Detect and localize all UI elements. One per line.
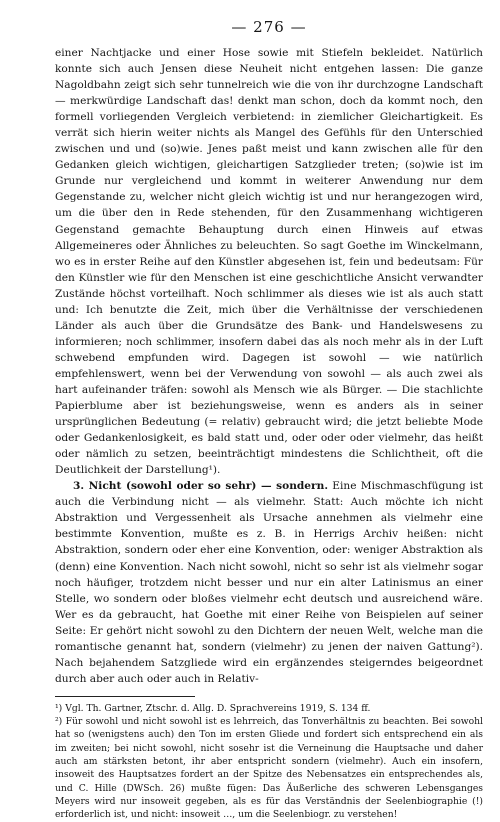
footnote-rule [55, 696, 195, 697]
section-3 [55, 478, 483, 687]
page-number: — 276 — [231, 18, 307, 36]
book-page [55, 14, 483, 821]
footnote-1: ¹) Vgl. Th. Gartner, Ztschr. d. Allg. D. Sprachvereins 1919, S. 134 ff. [55, 702, 371, 714]
section-heading: 3. Nicht (sowohl oder so sehr) — sondern. [73, 480, 329, 493]
paragraph-1: einer Nachtjacke und einer Hose sowie mit Stiefeln bekleidet. Natürlich konnte sich auch Jensen diese Neuheit nicht entgehen lassen: Die ganze Nagoldbahn zeigt sich sehr tunnelreich wie die von ihr durchzogne Landschaft — merkwürdige Landschaft das! denkt man schon, doch da kommt noch, den formell vorliegenden Vergleich verbietend: in ziemlicher Gleichartigkeit. Es verrät sich hierin weiter nichts als Mangel des Gefühls für den Unterschied zwischen und und (so)wie. Jenes paßt meist und kann zwischen alle für den Gedanken gleich wichtigen, gleichartigen Satzglieder treten; (so)wie ist im Grunde nur vergleichend und kommt in weiterer Anwendung nur dem Gegenstande zu, welcher nicht gleich wichtig ist und nur herangezogen wird, um die über den in Rede stehenden, für den Zusammenhang wichtigeren Gegenstand gemachte Behauptung durch einen Hinweis auf etwas Allgemeineres oder Ähnliches zu beleuchten. So sagt Goethe im Winckelmann, wo es in erster Reihe auf den Künstler abgesehen ist, fein und bedeutsam: Für den Künstler wie für den Menschen ist eine geschichtliche Ansicht verwandter Zustände höchst vorteilhaft. Noch schlimmer als dieses wie ist als auch statt und: Ich benutzte die Zeit, mich über die Verhältnisse der verschiedenen Länder als auch über die Grundsätze des Bank- und Handelswesens zu informieren; noch schlimmer, insofern dabei das als noch mehr als in der Luft schwebend empfunden wird. Dagegen ist sowohl — wie natürlich empfehlenswert, wenn bei der Verwendung von sowohl — als auch zwei als hart aufeinander träfen: sowohl als Mensch wie als Bürger. — Die stachlichte Papierblume aber ist beziehungsweise, wenn es anders als in seiner ursprünglichen Bedeutung (= relativ) gebraucht wird; die jetzt beliebte Mode oder Gedankenlosigkeit, es bald statt und, oder oder oder vielmehr, das heißt oder nämlich zu setzen, beeinträchtigt mindestens die Schlichtheit, oft die Deutlichkeit der Darstellung¹). [55, 47, 483, 477]
body-text [55, 45, 483, 687]
section-text: Eine Mischmaschfügung ist auch die Verbindung nicht — als vielmehr. Statt: Auch möchte ich nicht Abstraktion und Vergessenheit als Ursache annehmen als vielmehr eine bestimmte Konvention, mußte es z. B. in Herrigs Archiv heißen: nicht Abstraktion, sondern oder eher eine Konvention, oder: weniger Abstraktion als (denn) eine Konvention. Nach nicht sowohl, nicht so sehr ist als vielmehr sogar noch häufiger, trotzdem nicht besser und nur ein alter Latinismus an einer Stelle, wo sondern oder bloßes vielmehr echt deutsch und ausreichend wäre. Wer es da gebraucht, hat Goethe mit einer Reihe von Beispielen auf seiner Seite: Er gehört nicht sowohl zu den Dichtern der neuen Welt, welche man die romantische genannt hat, sondern (vielmehr) zu jenen der naiven Gattung²). Nach bejahendem Satzgliede wird ein ergänzendes steigerndes beigeordnet durch aber auch oder auch in Relativ- [55, 480, 483, 685]
footnote-2: ²) Für sowohl und nicht sowohl ist es lehrreich, das Tonverhältnis zu beachten. Bei sowohl hat so (wenigstens auch) den Ton im ersten Gliede und fordert sich entsprechend ein als im zweiten; bei nicht sowohl, nicht sosehr ist die Verneinung die Hauptsache und daher auch am stärksten betont, ihr aber entspricht sondern (vielmehr). Auch ein insofern, insoweit des Hauptsatzes fordert an der Spitze des Nebensatzes ein entsprechendes als, und C. Hille (DWSch. 26) mußte fügen: Das Äußerliche des schweren Lebensganges Meyers wird nur insoweit gegeben, als es für das Verständnis der Seelenbiographie (!) erforderlich ist, und nicht: insoweit …, um die Seelenbiogr. zu verstehen! [55, 716, 483, 821]
footnotes [55, 702, 483, 822]
